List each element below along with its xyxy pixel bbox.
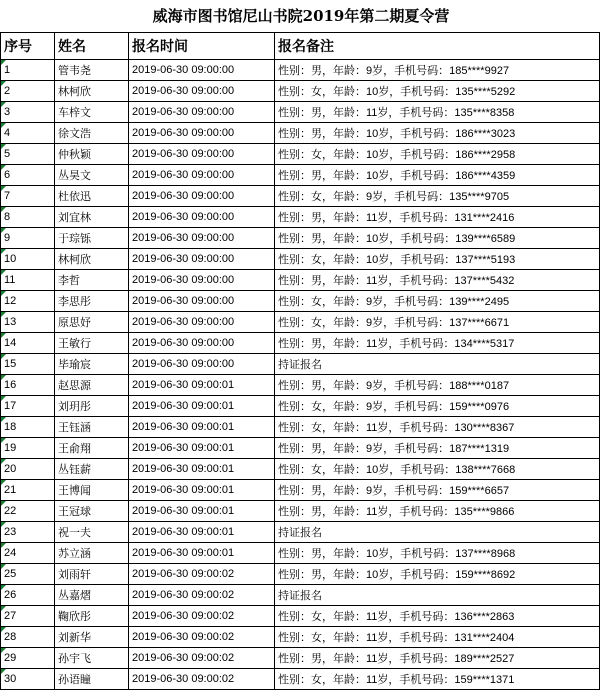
- table-row: [1, 417, 600, 438]
- table-row: [1, 459, 600, 480]
- table-row: [1, 186, 600, 207]
- row-name: 赵思源: [55, 375, 129, 396]
- row-time: 2019-06-30 09:00:02: [129, 564, 275, 585]
- row-time: 2019-06-30 09:00:00: [129, 60, 275, 81]
- row-name: 李思彤: [55, 291, 129, 312]
- row-index: 1: [1, 60, 55, 81]
- row-index: 5: [1, 144, 55, 165]
- row-note: 性别：女，年龄：10岁，手机号码：137****5193: [275, 249, 600, 270]
- row-index: 2: [1, 81, 55, 102]
- row-name: 丛钰薪: [55, 459, 129, 480]
- table-row: [1, 438, 600, 459]
- table-row: [1, 102, 600, 123]
- row-time: 2019-06-30 09:00:00: [129, 207, 275, 228]
- row-index: 4: [1, 123, 55, 144]
- row-note: 持证报名: [275, 585, 600, 606]
- row-index: 16: [1, 375, 55, 396]
- table-row: [1, 543, 600, 564]
- row-note: 性别：女，年龄：11岁，手机号码：131****2404: [275, 627, 600, 648]
- row-index: 17: [1, 396, 55, 417]
- table-row: [1, 249, 600, 270]
- row-index: 28: [1, 627, 55, 648]
- row-time: 2019-06-30 09:00:00: [129, 228, 275, 249]
- table-row: [1, 480, 600, 501]
- table-row: [1, 333, 600, 354]
- row-name: 徐文浩: [55, 123, 129, 144]
- row-name: 原思妤: [55, 312, 129, 333]
- row-name: 刘雨轩: [55, 564, 129, 585]
- row-time: 2019-06-30 09:00:01: [129, 438, 275, 459]
- row-note: 性别：男，年龄：11岁，手机号码：135****8358: [275, 102, 600, 123]
- row-time: 2019-06-30 09:00:01: [129, 459, 275, 480]
- row-name: 孙宇飞: [55, 648, 129, 669]
- row-note: 性别：男，年龄：9岁，手机号码：185****9927: [275, 60, 600, 81]
- row-name: 仲秋颖: [55, 144, 129, 165]
- row-time: 2019-06-30 09:00:02: [129, 627, 275, 648]
- row-index: 19: [1, 438, 55, 459]
- row-note: 性别：男，年龄：9岁，手机号码：159****6657: [275, 480, 600, 501]
- row-time: 2019-06-30 09:00:01: [129, 417, 275, 438]
- row-name: 孙语瞳: [55, 669, 129, 690]
- row-time: 2019-06-30 09:00:02: [129, 648, 275, 669]
- row-time: 2019-06-30 09:00:00: [129, 249, 275, 270]
- row-name: 丛昊文: [55, 165, 129, 186]
- row-index: 26: [1, 585, 55, 606]
- table-row: [1, 165, 600, 186]
- row-time: 2019-06-30 09:00:00: [129, 123, 275, 144]
- row-note: 性别：男，年龄：11岁，手机号码：134****5317: [275, 333, 600, 354]
- row-time: 2019-06-30 09:00:00: [129, 186, 275, 207]
- row-time: 2019-06-30 09:00:01: [129, 543, 275, 564]
- table-row: [1, 123, 600, 144]
- row-note: 性别：男，年龄：9岁，手机号码：188****0187: [275, 375, 600, 396]
- row-time: 2019-06-30 09:00:01: [129, 480, 275, 501]
- row-name: 丛嘉熠: [55, 585, 129, 606]
- row-index: 30: [1, 669, 55, 690]
- row-note: 性别：女，年龄：9岁，手机号码：139****2495: [275, 291, 600, 312]
- row-index: 25: [1, 564, 55, 585]
- header-index: 序号: [1, 33, 55, 60]
- row-note: 性别：女，年龄：11岁，手机号码：159****1371: [275, 669, 600, 690]
- row-time: 2019-06-30 09:00:00: [129, 144, 275, 165]
- row-note: 性别：女，年龄：10岁，手机号码：135****5292: [275, 81, 600, 102]
- row-note: 性别：男，年龄：11岁，手机号码：189****2527: [275, 648, 600, 669]
- row-note: 性别：男，年龄：9岁，手机号码：187****1319: [275, 438, 600, 459]
- row-note: 性别：男，年龄：10岁，手机号码：186****3023: [275, 123, 600, 144]
- table-row: [1, 564, 600, 585]
- row-index: 21: [1, 480, 55, 501]
- row-name: 林柯欣: [55, 249, 129, 270]
- registration-table: [0, 32, 600, 690]
- row-name: 苏立涵: [55, 543, 129, 564]
- header-time: 报名时间: [129, 33, 275, 60]
- row-note: 性别：女，年龄：9岁，手机号码：159****0976: [275, 396, 600, 417]
- row-name: 刘宜林: [55, 207, 129, 228]
- row-note: 性别：男，年龄：10岁，手机号码：159****8692: [275, 564, 600, 585]
- row-time: 2019-06-30 09:00:00: [129, 81, 275, 102]
- row-index: 15: [1, 354, 55, 375]
- document-title: 威海市图书馆尼山书院2019年第二期夏令营: [152, 7, 450, 25]
- row-index: 20: [1, 459, 55, 480]
- row-name: 王敏行: [55, 333, 129, 354]
- row-note: 性别：男，年龄：10岁，手机号码：186****4359: [275, 165, 600, 186]
- row-index: 9: [1, 228, 55, 249]
- row-index: 14: [1, 333, 55, 354]
- row-name: 刘新华: [55, 627, 129, 648]
- row-note: 性别：男，年龄：10岁，手机号码：137****8968: [275, 543, 600, 564]
- table-row: [1, 585, 600, 606]
- row-time: 2019-06-30 09:00:00: [129, 291, 275, 312]
- row-index: 12: [1, 291, 55, 312]
- row-name: 毕瑜宸: [55, 354, 129, 375]
- row-note: 性别：女，年龄：10岁，手机号码：138****7668: [275, 459, 600, 480]
- row-name: 林柯欣: [55, 81, 129, 102]
- row-note: 性别：男，年龄：11岁，手机号码：137****5432: [275, 270, 600, 291]
- row-note: 性别：男，年龄：11岁，手机号码：131****2416: [275, 207, 600, 228]
- table-row: [1, 228, 600, 249]
- table-row: [1, 501, 600, 522]
- table-row: [1, 291, 600, 312]
- row-name: 李哲: [55, 270, 129, 291]
- row-index: 18: [1, 417, 55, 438]
- row-name: 王俞翔: [55, 438, 129, 459]
- table-row: [1, 648, 600, 669]
- row-index: 29: [1, 648, 55, 669]
- row-note: 持证报名: [275, 522, 600, 543]
- table-row: [1, 606, 600, 627]
- row-time: 2019-06-30 09:00:01: [129, 501, 275, 522]
- row-index: 7: [1, 186, 55, 207]
- table-row: [1, 144, 600, 165]
- table-row: [1, 60, 600, 81]
- row-time: 2019-06-30 09:00:02: [129, 606, 275, 627]
- row-note: 持证报名: [275, 354, 600, 375]
- row-time: 2019-06-30 09:00:02: [129, 669, 275, 690]
- row-name: 管韦尧: [55, 60, 129, 81]
- row-index: 24: [1, 543, 55, 564]
- row-index: 27: [1, 606, 55, 627]
- row-index: 3: [1, 102, 55, 123]
- row-time: 2019-06-30 09:00:00: [129, 165, 275, 186]
- table-row: [1, 207, 600, 228]
- row-note: 性别：女，年龄：11岁，手机号码：130****8367: [275, 417, 600, 438]
- row-time: 2019-06-30 09:00:00: [129, 333, 275, 354]
- row-index: 8: [1, 207, 55, 228]
- row-note: 性别：女，年龄：9岁，手机号码：137****6671: [275, 312, 600, 333]
- row-time: 2019-06-30 09:00:00: [129, 312, 275, 333]
- row-note: 性别：男，年龄：10岁，手机号码：139****6589: [275, 228, 600, 249]
- row-name: 王博闻: [55, 480, 129, 501]
- header-note: 报名备注: [275, 33, 600, 60]
- table-row: [1, 270, 600, 291]
- row-index: 23: [1, 522, 55, 543]
- row-note: 性别：男，年龄：11岁，手机号码：135****9866: [275, 501, 600, 522]
- row-index: 10: [1, 249, 55, 270]
- row-index: 6: [1, 165, 55, 186]
- row-time: 2019-06-30 09:00:00: [129, 354, 275, 375]
- row-name: 王钰涵: [55, 417, 129, 438]
- table-row: [1, 375, 600, 396]
- row-name: 王冠球: [55, 501, 129, 522]
- row-time: 2019-06-30 09:00:00: [129, 270, 275, 291]
- table-row: [1, 627, 600, 648]
- row-time: 2019-06-30 09:00:01: [129, 375, 275, 396]
- header-name: 姓名: [55, 33, 129, 60]
- row-name: 刘玥彤: [55, 396, 129, 417]
- row-note: 性别：女，年龄：11岁，手机号码：136****2863: [275, 606, 600, 627]
- row-name: 于琮铄: [55, 228, 129, 249]
- row-name: 车梓文: [55, 102, 129, 123]
- row-time: 2019-06-30 09:00:01: [129, 396, 275, 417]
- row-index: 22: [1, 501, 55, 522]
- table-row: [1, 312, 600, 333]
- row-index: 13: [1, 312, 55, 333]
- table-row: [1, 522, 600, 543]
- table-header-row: [1, 33, 600, 60]
- table-row: [1, 396, 600, 417]
- row-index: 11: [1, 270, 55, 291]
- table-row: [1, 354, 600, 375]
- row-time: 2019-06-30 09:00:01: [129, 522, 275, 543]
- row-time: 2019-06-30 09:00:02: [129, 585, 275, 606]
- row-note: 性别：女，年龄：9岁，手机号码：135****9705: [275, 186, 600, 207]
- table-row: [1, 81, 600, 102]
- row-name: 杜依迅: [55, 186, 129, 207]
- row-time: 2019-06-30 09:00:00: [129, 102, 275, 123]
- row-name: 祝一夫: [55, 522, 129, 543]
- table-row: [1, 669, 600, 690]
- row-note: 性别：女，年龄：10岁，手机号码：186****2958: [275, 144, 600, 165]
- row-name: 鞠欣彤: [55, 606, 129, 627]
